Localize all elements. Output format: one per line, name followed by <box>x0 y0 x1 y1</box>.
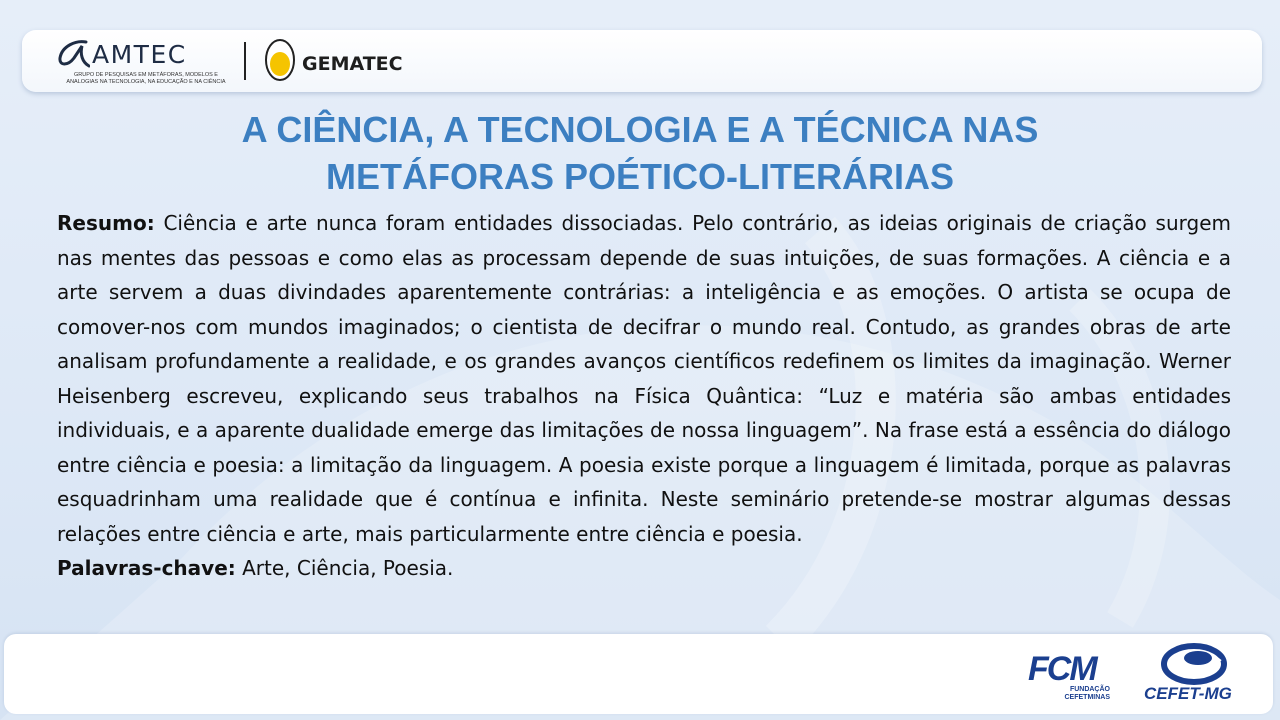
footer-bar <box>4 634 1273 714</box>
header-bar <box>22 30 1262 92</box>
gematec-egg-icon <box>264 38 296 82</box>
fcm-subtitle: FUNDAÇÃO CEFETMINAS <box>1064 686 1110 701</box>
fcm-logo <box>1028 650 1108 706</box>
title-line-2: METÁFORAS POÉTICO-LITERÁRIAS <box>326 156 954 197</box>
abstract-text: Ciência e arte nunca foram entidades dissociadas. Pelo contrário, as ideias originais de criação surgem nas mentes das pessoas e como elas as processam depende de suas intuições, de suas formações. A ciência e a arte servem a duas divindades aparentemente contrárias: a inteligência e as emoções. O artista se ocupa de comover-nos com mundos imaginados; o cientista de decifrar o mundo real. Contudo, as grandes obras de arte analisam profundamente a realidade, e os grandes avanços científicos redefinem os limites da imaginação. Werner Heisenberg escreveu, explicando seus trabalhos na Física Quântica: “Luz e matéria são ambas entidades individuais, e a aparente dualidade emerge das limitações de nossa linguagem”. Na frase está a essência do diálogo entre ciência e poesia: a limitação da linguagem. A poesia existe porque a linguagem é limitada, porque as palavras esquadrinham uma realidade que é contínua e infinita. Neste seminário pretende-se mostrar algumas dessas relações entre ciência e arte, mais particularmente entre ciência e poesia. <box>57 211 1231 546</box>
amtec-name: AMTEC <box>92 40 187 69</box>
logo-separator <box>244 42 246 80</box>
abstract-body <box>57 206 1231 586</box>
page-title <box>140 106 1140 200</box>
abstract-label: Resumo: <box>57 211 155 235</box>
amtec-logo <box>56 36 226 86</box>
cefet-name: CEFET-MG <box>1144 684 1232 703</box>
amtec-tagline: GRUPO DE PESQUISAS EM METÁFORAS, MODELOS E ANALOGIAS NA TECNOLOGIA, NA EDUCAÇÃO E NA CIÊNCIA <box>66 72 226 85</box>
cefet-logo <box>1142 642 1242 708</box>
cefet-swirl-icon <box>1142 642 1242 686</box>
keywords-label: Palavras-chave: <box>57 556 236 580</box>
fcm-name: FCM <box>1028 650 1096 688</box>
amtec-alpha-icon <box>56 36 90 70</box>
keywords-text: Arte, Ciência, Poesia. <box>242 556 454 580</box>
title-line-1: A CIÊNCIA, A TECNOLOGIA E A TÉCNICA NAS <box>241 109 1039 150</box>
abstract-paragraph <box>57 206 1231 551</box>
gematec-name: GEMATEC <box>302 53 403 75</box>
keywords-paragraph <box>57 551 1231 586</box>
